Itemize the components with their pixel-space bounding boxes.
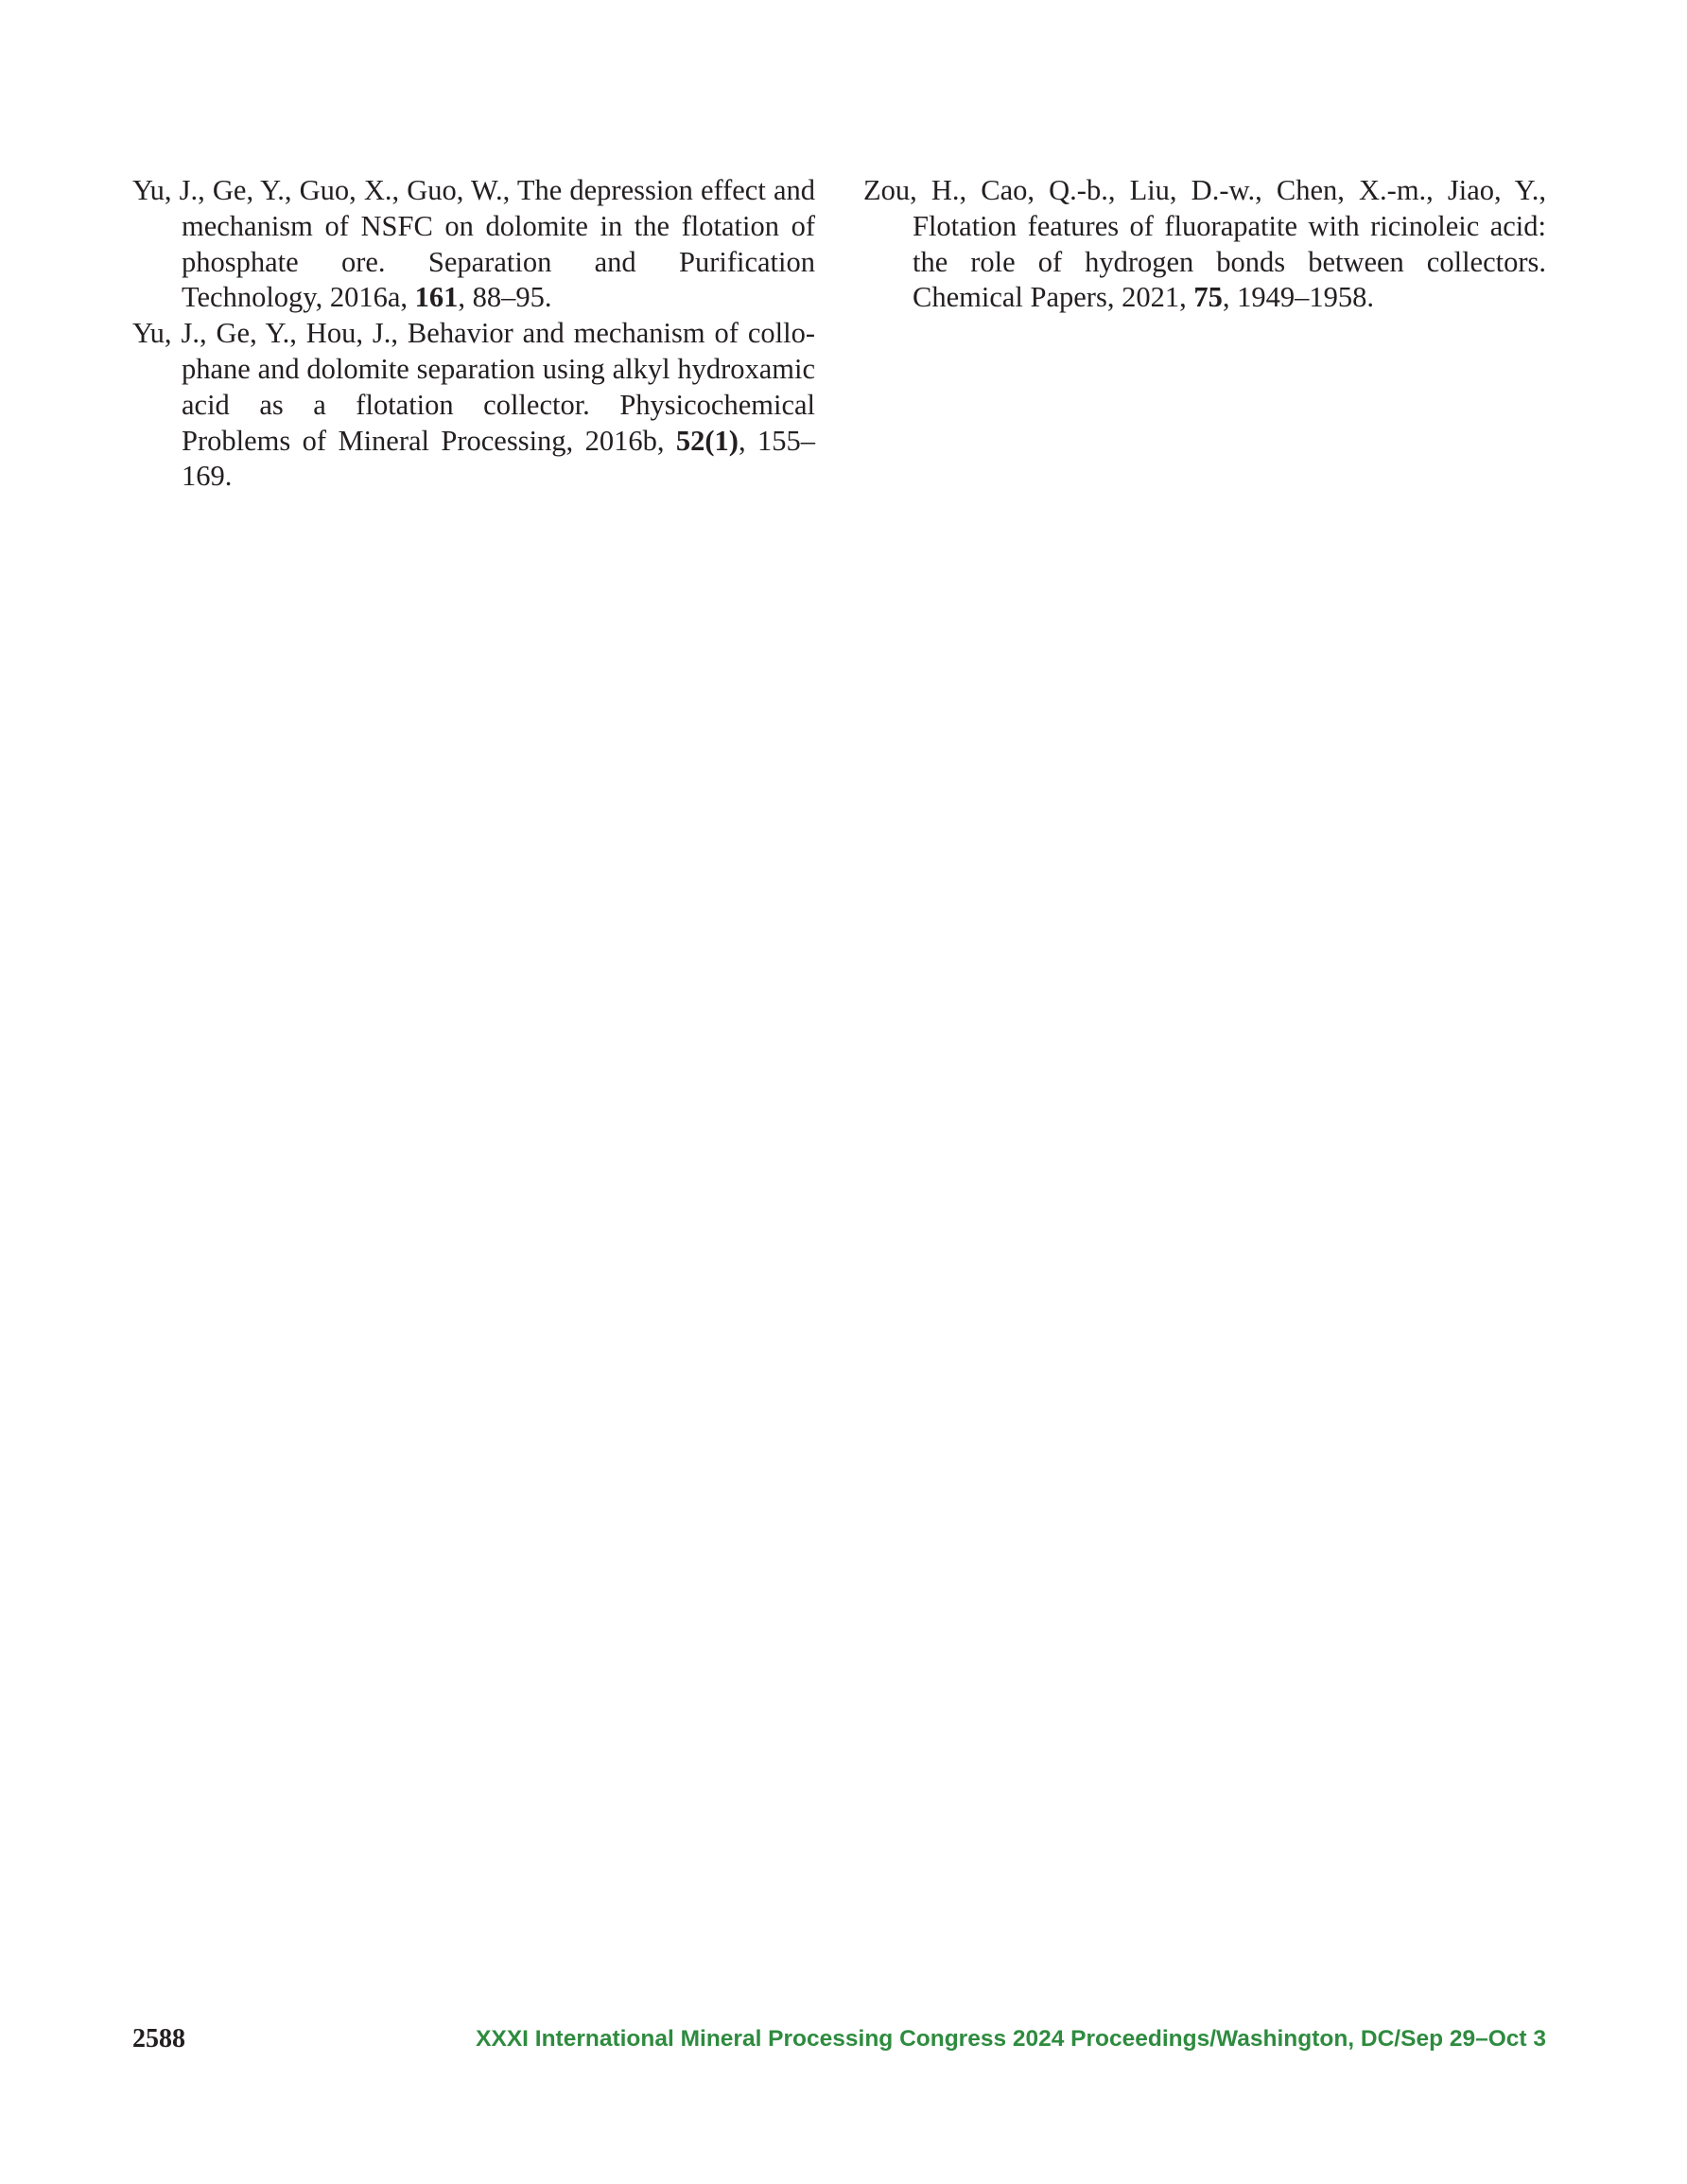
reference-entry [132, 173, 815, 316]
reference-pages: , 155–169. [182, 424, 816, 493]
reference-text: Yu, J., Ge, Y., Hou, J., Behavior and mechanism of collophane and dolomite separation using alkyl hydroxamic acid as a flotation collector. Physicochemical Problems of Mineral Processing, 2016b, [132, 317, 815, 457]
references-right-column [863, 173, 1546, 316]
reference-volume: 52(1) [675, 424, 739, 457]
reference-entry [132, 316, 815, 495]
reference-volume: 161 [414, 281, 459, 314]
reference-text: Yu, J., Ge, Y., Guo, X., Guo, W., The depression effect and mechanism of NSFC on dolomite in the flotation of phosphate ore. Separation and Purification Technology, 2016a, [132, 174, 815, 314]
page-footer [132, 2022, 1546, 2056]
references-left-column [132, 173, 815, 495]
reference-pages: , 1949–1958. [1222, 281, 1374, 314]
running-footer-title: XXXI International Mineral Processing Congress 2024 Proceedings/Washington, DC/Sep 29–Oct 3 [476, 2026, 1546, 2052]
reference-volume: 75 [1193, 281, 1223, 314]
page-number: 2588 [132, 2024, 185, 2053]
reference-pages: , 88–95. [458, 281, 552, 314]
reference-text: Zou, H., Cao, Q.-b., Liu, D.-w., Chen, X.-m., Jiao, Y., Flotation features of fluorapatite with ricinoleic acid: the role of hydrogen bonds between collectors. Chemical Papers, 2021, [863, 174, 1546, 314]
reference-entry [863, 173, 1546, 316]
